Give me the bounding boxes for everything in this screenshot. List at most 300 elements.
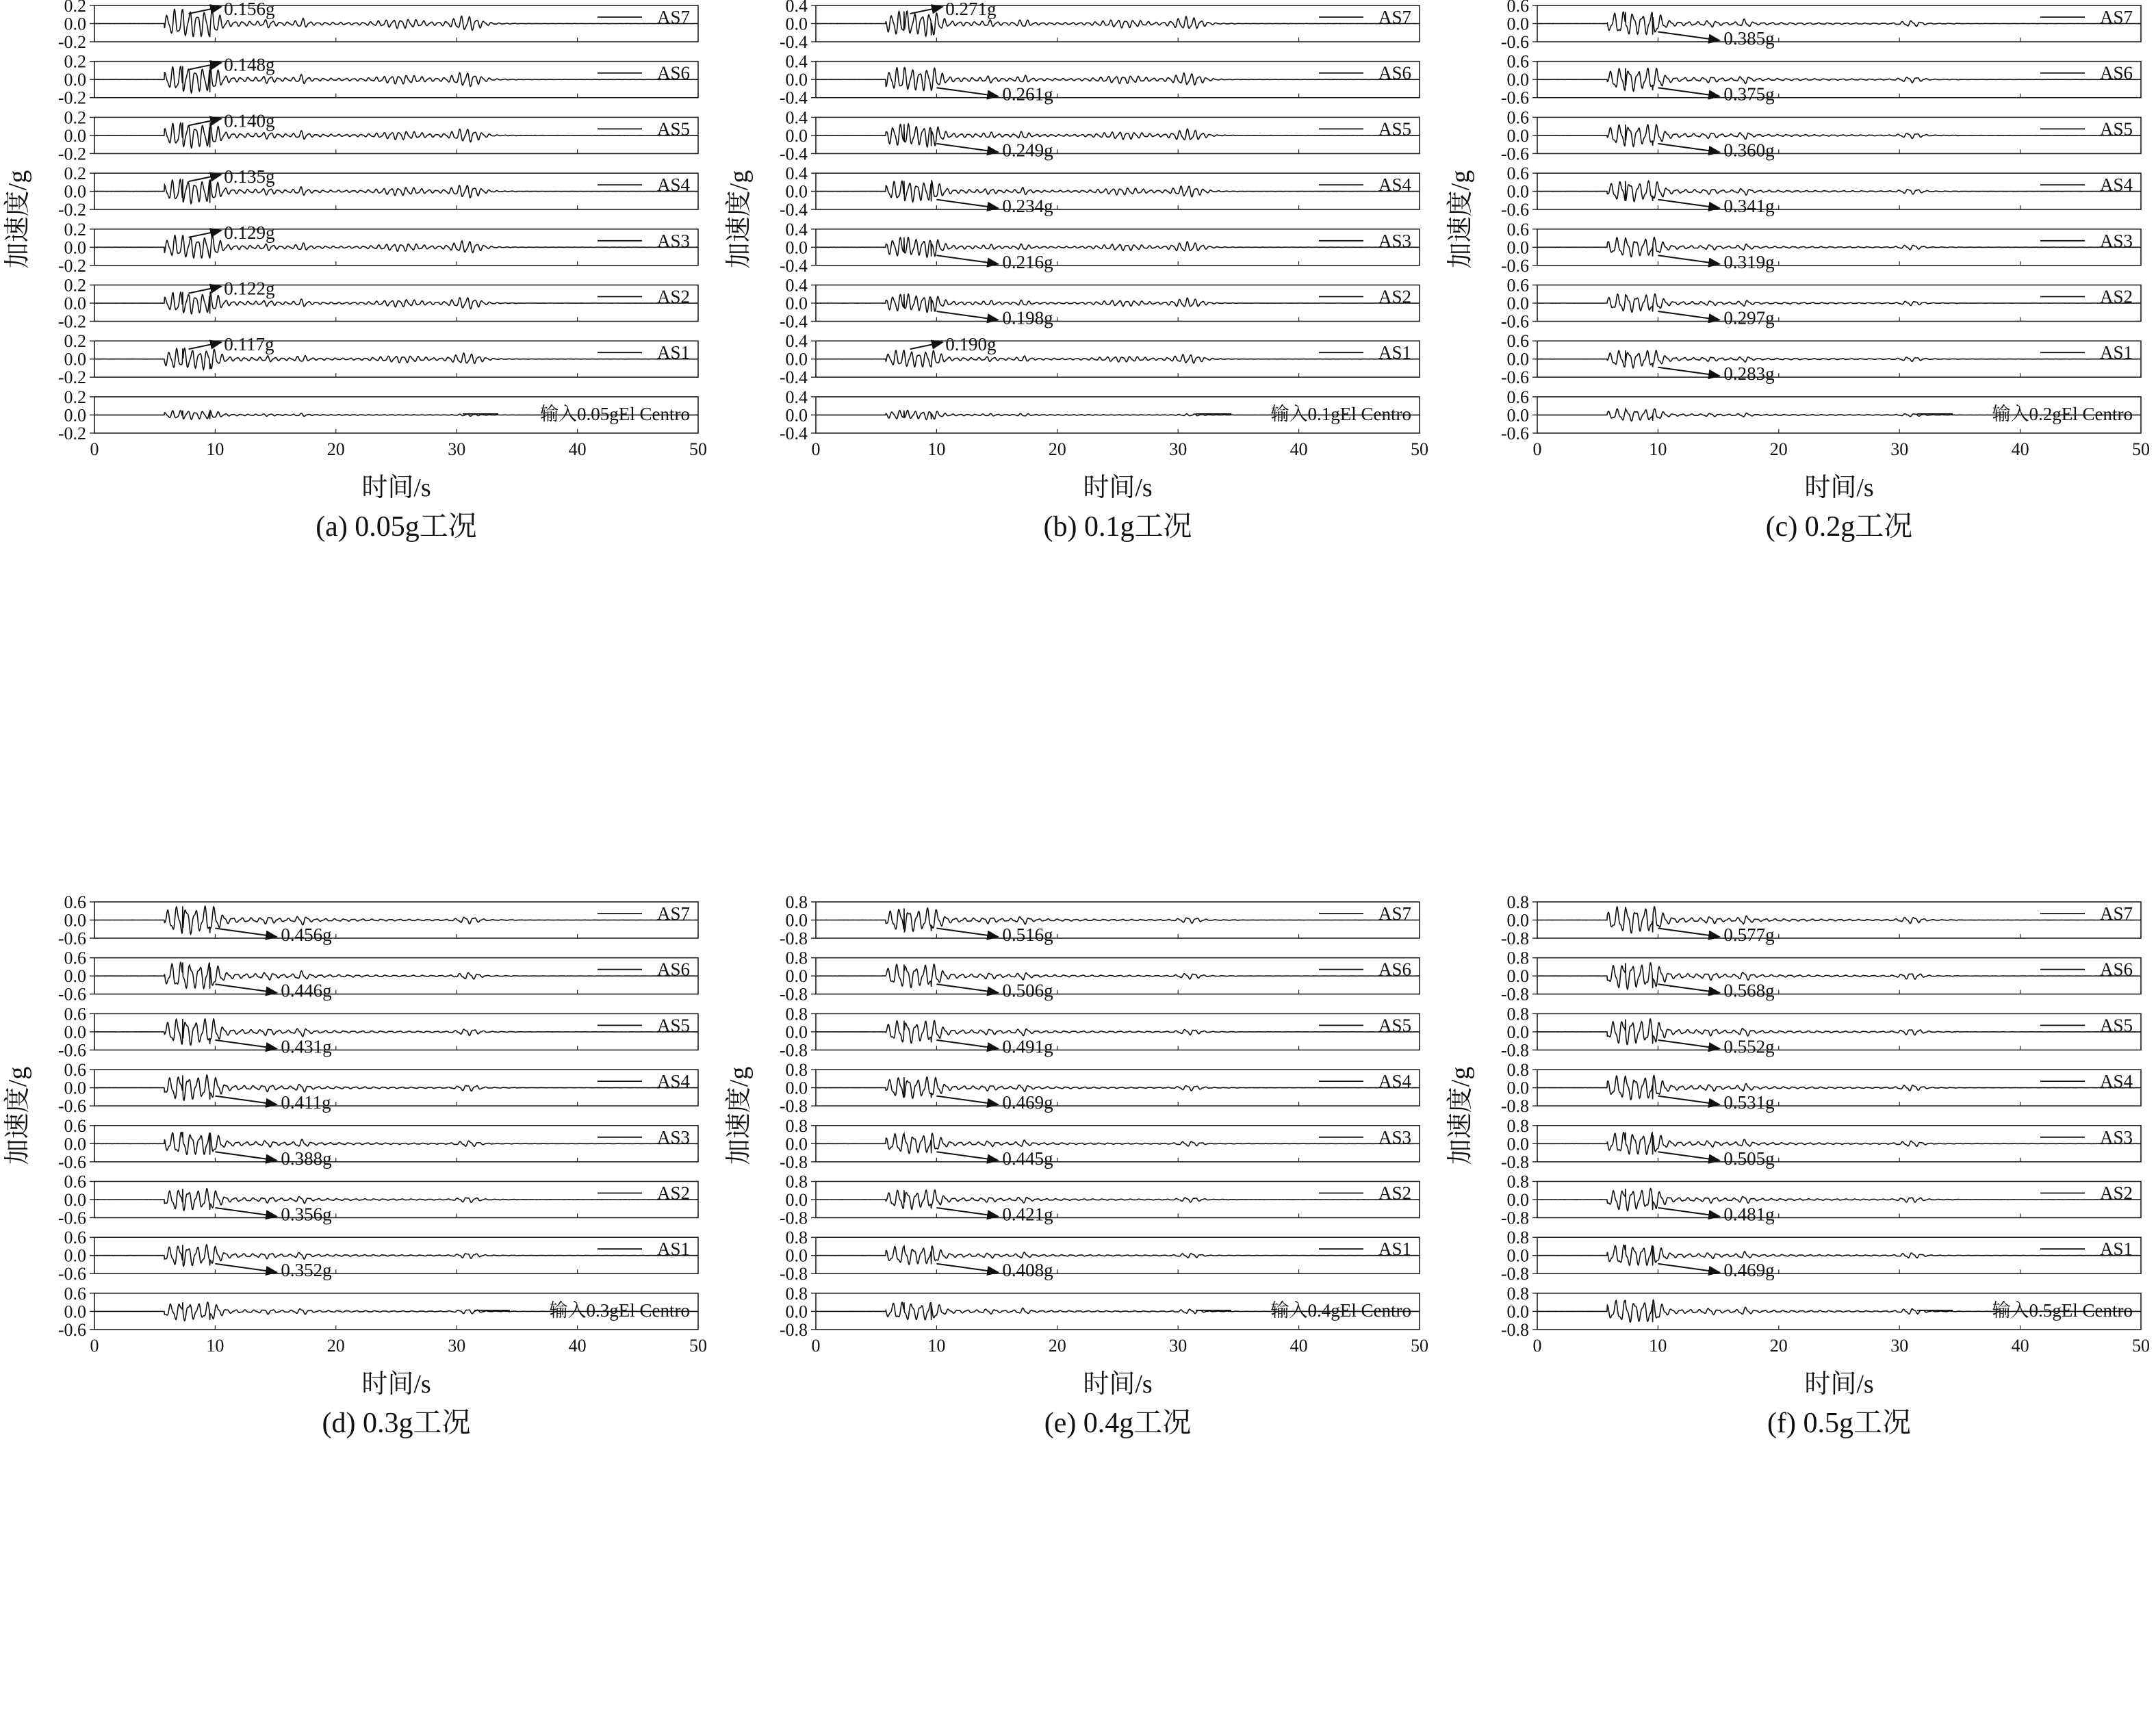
subplot-as3 <box>58 1116 698 1172</box>
y-tick-label: 0.6 <box>1506 51 1529 72</box>
peak-arrow <box>936 144 998 153</box>
y-tick-label: -0.6 <box>1500 144 1529 164</box>
peak-arrow <box>936 200 998 209</box>
y-tick-label: -0.6 <box>57 1319 86 1340</box>
y-tick-label: -0.4 <box>779 311 808 332</box>
acceleration-trace-as1 <box>1537 1245 2141 1265</box>
y-tick-label: -0.2 <box>57 200 86 220</box>
y-tick-label: 0.8 <box>1506 1115 1529 1136</box>
acceleration-trace-as2 <box>94 1189 698 1211</box>
acceleration-trace-as6 <box>816 964 1420 987</box>
peak-arrow <box>1658 255 1719 264</box>
subplot-as7 <box>58 892 698 948</box>
subplot-as1 <box>58 331 698 387</box>
y-tick-label: 0.0 <box>64 1022 86 1042</box>
y-tick-label: 0.0 <box>1506 1302 1529 1322</box>
legend-label-as4: AS4 <box>656 1071 690 1092</box>
y-tick-label: -0.8 <box>1500 984 1529 1005</box>
x-axis-title: 时间/s <box>1083 473 1153 502</box>
subplot-as1 <box>58 1228 698 1284</box>
acceleration-trace-as1 <box>94 348 698 370</box>
y-tick-label: -0.8 <box>1500 1208 1529 1228</box>
legend-label-as4: AS4 <box>2099 174 2133 196</box>
y-tick-label: 0.0 <box>785 237 808 258</box>
y-tick-label: -0.8 <box>779 1264 808 1284</box>
legend-label-as2: AS2 <box>1378 1182 1411 1204</box>
peak-label-as2: 0.421g <box>1002 1204 1053 1225</box>
x-tick-label: 20 <box>1048 1335 1066 1356</box>
y-axis-title: 加速度/g <box>3 170 32 269</box>
y-tick-label: 0.6 <box>64 1228 86 1248</box>
peak-label-as1: 0.283g <box>1723 363 1775 385</box>
x-tick-label: 50 <box>2132 439 2150 459</box>
peak-label-as1: 0.352g <box>281 1260 332 1281</box>
y-tick-label: 0.6 <box>1506 0 1529 16</box>
subplot-as5 <box>1501 107 2141 164</box>
y-tick-label: 0.0 <box>64 1190 86 1210</box>
peak-label-as3: 0.216g <box>1002 251 1053 272</box>
x-tick-label: 30 <box>448 439 466 459</box>
y-axis-title: 加速度/g <box>725 170 754 269</box>
peak-arrow <box>215 1152 277 1161</box>
peak-label-as6: 0.568g <box>1723 980 1775 1001</box>
y-tick-label: 0.0 <box>785 14 808 34</box>
legend-label-as7: AS7 <box>656 903 690 924</box>
y-tick-label: 0.8 <box>1506 1060 1529 1080</box>
subplot-as6 <box>1501 52 2141 108</box>
x-tick-label: 10 <box>206 439 224 459</box>
y-tick-label: 0.2 <box>64 387 86 407</box>
y-tick-label: 0.0 <box>1506 910 1529 931</box>
x-axis-title: 时间/s <box>361 1369 431 1399</box>
y-tick-label: 0.8 <box>785 892 808 912</box>
peak-arrow <box>910 7 943 14</box>
subplot-as7 <box>58 0 698 52</box>
y-tick-label: 0.8 <box>785 1115 808 1136</box>
subplot-input <box>58 1284 707 1356</box>
panel-caption: (c) 0.2g工况 <box>1765 510 1913 543</box>
peak-label-as4: 0.341g <box>1723 196 1775 217</box>
legend-label-as4: AS4 <box>1378 1071 1411 1092</box>
y-tick-label: 0.0 <box>785 70 808 90</box>
y-tick-label: 0.0 <box>64 1078 86 1098</box>
y-tick-label: 0.0 <box>64 349 86 370</box>
x-tick-label: 40 <box>568 439 587 459</box>
x-tick-label: 40 <box>568 1335 587 1356</box>
acceleration-trace-as4 <box>1537 181 2141 201</box>
y-tick-label: 0.6 <box>1506 164 1529 184</box>
acceleration-trace-as7 <box>1537 907 2141 933</box>
y-axis-title: 加速度/g <box>725 1066 754 1165</box>
subplot-as4 <box>58 164 698 220</box>
x-tick-label: 20 <box>326 439 345 459</box>
peak-label-as3: 0.129g <box>224 222 275 243</box>
subplot-as7 <box>1501 0 2141 52</box>
y-tick-label: -0.6 <box>57 1152 86 1172</box>
peak-arrow <box>189 342 222 349</box>
legend-label-as7: AS7 <box>1378 903 1411 924</box>
y-tick-label: 0.2 <box>64 275 86 296</box>
y-tick-label: 0.6 <box>64 892 86 912</box>
x-tick-label: 0 <box>1532 1335 1542 1356</box>
y-tick-label: 0.0 <box>1506 966 1529 987</box>
y-tick-label: -0.8 <box>1500 1096 1529 1117</box>
peak-arrow <box>936 1040 998 1049</box>
legend-label-as4: AS4 <box>656 174 690 196</box>
legend-label-as7: AS7 <box>2099 903 2133 924</box>
peak-label-as7: 0.516g <box>1002 924 1053 945</box>
acceleration-trace-as2 <box>94 292 698 314</box>
peak-arrow <box>1658 984 1719 993</box>
subplot-as6 <box>58 52 698 108</box>
y-tick-label: 0.0 <box>1506 405 1529 426</box>
peak-label-as6: 0.446g <box>281 980 332 1001</box>
peak-arrow <box>936 255 998 264</box>
peak-label-as5: 0.249g <box>1002 140 1053 161</box>
acceleration-trace-as4 <box>1537 1076 2141 1100</box>
y-tick-label: -0.2 <box>57 32 86 52</box>
peak-label-as6: 0.506g <box>1002 980 1053 1001</box>
x-tick-label: 30 <box>1890 1335 1909 1356</box>
subplot-input <box>1501 387 2150 459</box>
x-tick-label: 50 <box>1411 439 1428 459</box>
peak-label-as7: 0.385g <box>1723 28 1775 49</box>
legend-label-as1: AS1 <box>2099 342 2133 363</box>
y-tick-label: -0.6 <box>1500 88 1529 108</box>
peak-label-as3: 0.319g <box>1723 251 1775 272</box>
y-tick-label: -0.8 <box>1500 929 1529 948</box>
peak-arrow <box>936 88 998 96</box>
legend-label-as5: AS5 <box>656 118 690 140</box>
y-tick-label: -0.6 <box>57 1264 86 1284</box>
x-tick-label: 50 <box>1411 1335 1428 1356</box>
peak-label-as3: 0.505g <box>1723 1148 1775 1169</box>
peak-arrow <box>189 63 222 70</box>
y-tick-label: -0.6 <box>57 1040 86 1061</box>
chart-panel-e <box>725 892 1428 1439</box>
y-tick-label: 0.4 <box>785 219 808 240</box>
y-tick-label: 0.2 <box>64 219 86 240</box>
y-tick-label: 0.2 <box>64 51 86 72</box>
acceleration-trace-as6 <box>1537 68 2141 92</box>
y-tick-label: 0.0 <box>64 181 86 202</box>
peak-label-as2: 0.198g <box>1002 307 1053 328</box>
peak-arrow <box>1658 929 1719 937</box>
y-tick-label: -0.2 <box>57 423 86 443</box>
x-tick-label: 30 <box>1169 439 1188 459</box>
acceleration-trace-as7 <box>1537 12 2141 35</box>
y-tick-label: -0.4 <box>779 367 808 388</box>
subplot-as2 <box>780 1172 1420 1228</box>
x-tick-label: 20 <box>1769 1335 1788 1356</box>
y-tick-label: 0.4 <box>785 51 808 72</box>
y-tick-label: -0.4 <box>779 144 808 164</box>
peak-arrow <box>1658 200 1719 209</box>
subplot-as5 <box>1501 1004 2141 1060</box>
y-tick-label: 0.0 <box>1506 1134 1529 1154</box>
y-tick-label: 0.0 <box>64 405 86 426</box>
acceleration-trace-as5 <box>1537 1019 2141 1045</box>
y-tick-label: 0.0 <box>1506 70 1529 90</box>
y-tick-label: 0.2 <box>64 0 86 16</box>
y-tick-label: -0.6 <box>1500 255 1529 276</box>
y-tick-label: 0.8 <box>785 948 808 968</box>
peak-arrow <box>1658 1208 1719 1217</box>
y-tick-label: -0.6 <box>1500 311 1529 332</box>
peak-arrow <box>936 1152 998 1161</box>
legend-label-input: 输入0.05gEl Centro <box>540 403 690 424</box>
peak-arrow <box>215 1264 277 1273</box>
y-tick-label: 0.0 <box>64 14 86 34</box>
subplot-as3 <box>1501 1116 2141 1172</box>
y-tick-label: 0.0 <box>64 70 86 90</box>
peak-label-as6: 0.148g <box>224 54 275 75</box>
y-tick-label: -0.6 <box>57 1208 86 1228</box>
acceleration-trace-as5 <box>816 124 1420 147</box>
y-tick-label: -0.4 <box>779 32 808 52</box>
peak-label-as2: 0.122g <box>224 278 275 299</box>
subplot-input <box>1501 1284 2150 1356</box>
peak-label-as7: 0.456g <box>281 924 332 945</box>
y-tick-label: 0.8 <box>1506 1172 1529 1192</box>
peak-label-as1: 0.190g <box>945 334 997 355</box>
legend-label-as7: AS7 <box>1378 7 1411 27</box>
legend-label-as5: AS5 <box>2099 118 2133 140</box>
y-tick-label: -0.8 <box>779 1152 808 1172</box>
panel-caption: (d) 0.3g工况 <box>322 1407 471 1439</box>
legend-label-as6: AS6 <box>2099 62 2133 83</box>
y-tick-label: 0.8 <box>1506 948 1529 968</box>
acceleration-trace-as5 <box>94 122 698 148</box>
subplot-as3 <box>1501 220 2141 276</box>
x-tick-label: 20 <box>326 1335 345 1356</box>
subplot-as2 <box>58 276 698 332</box>
y-tick-label: -0.2 <box>57 311 86 332</box>
y-tick-label: 0.0 <box>64 966 86 987</box>
y-tick-label: 0.0 <box>64 910 86 931</box>
subplot-as1 <box>780 1228 1420 1284</box>
x-tick-label: 40 <box>2011 1335 2029 1356</box>
peak-label-as5: 0.491g <box>1002 1036 1053 1057</box>
legend-label-as1: AS1 <box>1378 342 1411 363</box>
peak-arrow <box>1658 32 1719 41</box>
y-tick-label: 0.0 <box>1506 1078 1529 1098</box>
subplot-as4 <box>780 1060 1420 1116</box>
peak-arrow <box>936 984 998 993</box>
peak-label-as5: 0.431g <box>281 1036 332 1057</box>
subplot-as6 <box>1501 948 2141 1005</box>
y-tick-label: 0.0 <box>785 1078 808 1098</box>
acceleration-trace-as2 <box>1537 1189 2141 1211</box>
x-tick-label: 10 <box>927 439 946 459</box>
peak-arrow <box>189 231 222 237</box>
legend-label-as3: AS3 <box>656 230 690 251</box>
legend-label-as2: AS2 <box>656 1182 690 1204</box>
legend-label-as7: AS7 <box>2099 7 2133 27</box>
panel-caption: (f) 0.5g工况 <box>1767 1407 1911 1439</box>
y-tick-label: 0.8 <box>785 1228 808 1248</box>
subplot-as2 <box>1501 276 2141 332</box>
y-tick-label: -0.2 <box>57 144 86 164</box>
chart-panel-a <box>3 0 707 543</box>
legend-label-as2: AS2 <box>2099 286 2133 307</box>
subplot-as6 <box>780 52 1420 108</box>
y-tick-label: 0.8 <box>1506 1228 1529 1248</box>
x-axis-title: 时间/s <box>361 473 431 502</box>
y-tick-label: -0.4 <box>779 88 808 108</box>
y-tick-label: -0.8 <box>779 1040 808 1061</box>
legend-label-input: 输入0.1gEl Centro <box>1270 403 1411 424</box>
peak-arrow <box>1658 1152 1719 1161</box>
subplot-as5 <box>58 107 698 164</box>
y-tick-label: 0.8 <box>1506 892 1529 912</box>
chart-panel-c <box>1446 0 2150 543</box>
y-tick-label: 0.0 <box>785 1302 808 1322</box>
subplot-as5 <box>780 107 1420 164</box>
chart-panel-b <box>725 0 1428 543</box>
x-tick-label: 10 <box>206 1335 224 1356</box>
y-axis-title: 加速度/g <box>1446 1066 1475 1165</box>
x-tick-label: 10 <box>927 1335 946 1356</box>
y-tick-label: -0.6 <box>57 1096 86 1117</box>
legend-label-input: 输入0.2gEl Centro <box>1992 403 2133 424</box>
y-tick-label: -0.2 <box>57 255 86 276</box>
y-tick-label: 0.2 <box>64 164 86 184</box>
legend-label-as5: AS5 <box>1378 118 1411 140</box>
y-tick-label: 0.6 <box>1506 107 1529 128</box>
peak-arrow <box>1658 144 1719 153</box>
subplot-as4 <box>780 164 1420 220</box>
y-tick-label: 0.0 <box>1506 1190 1529 1210</box>
x-axis-title: 时间/s <box>1083 1369 1153 1399</box>
peak-arrow <box>936 929 998 937</box>
peak-arrow <box>1658 88 1719 96</box>
peak-label-as5: 0.552g <box>1723 1036 1775 1057</box>
y-tick-label: 0.0 <box>785 294 808 313</box>
legend-label-as1: AS1 <box>1378 1239 1411 1260</box>
peak-arrow <box>215 984 277 993</box>
legend-label-as5: AS5 <box>2099 1015 2133 1036</box>
legend-label-input: 输入0.3gEl Centro <box>549 1299 690 1321</box>
y-tick-label: 0.0 <box>785 1134 808 1154</box>
acceleration-trace-as6 <box>94 66 698 93</box>
peak-arrow <box>1658 1264 1719 1273</box>
x-tick-label: 20 <box>1769 439 1788 459</box>
y-tick-label: -0.8 <box>779 1208 808 1228</box>
legend-label-as5: AS5 <box>1378 1015 1411 1036</box>
acceleration-trace-as6 <box>816 68 1420 91</box>
y-tick-label: 0.8 <box>785 1060 808 1080</box>
chart-panel-f <box>1446 892 2150 1439</box>
x-tick-label: 50 <box>689 439 707 459</box>
y-tick-label: 0.4 <box>785 331 808 352</box>
y-tick-label: 0.0 <box>64 1245 86 1266</box>
y-tick-label: 0.8 <box>785 1172 808 1192</box>
peak-arrow <box>189 118 222 125</box>
subplot-as7 <box>1501 892 2141 948</box>
acceleration-trace-as5 <box>1537 125 2141 146</box>
legend-label-as5: AS5 <box>656 1015 690 1036</box>
x-tick-label: 30 <box>448 1335 466 1356</box>
peak-label-as2: 0.356g <box>281 1204 332 1225</box>
y-tick-label: 0.2 <box>64 107 86 128</box>
acceleration-trace-as3 <box>94 1132 698 1154</box>
x-tick-label: 40 <box>1289 439 1308 459</box>
peak-label-as6: 0.375g <box>1723 83 1775 105</box>
y-tick-label: 0.6 <box>64 1004 86 1024</box>
legend-label-as3: AS3 <box>2099 1126 2133 1148</box>
acceleration-trace-as4 <box>816 181 1420 202</box>
subplot-as6 <box>58 948 698 1005</box>
legend-label-as3: AS3 <box>2099 230 2133 251</box>
peak-label-as5: 0.360g <box>1723 140 1775 161</box>
acceleration-trace-as4 <box>94 179 698 204</box>
legend-label-as6: AS6 <box>656 62 690 83</box>
subplot-as5 <box>780 1004 1420 1060</box>
peak-arrow <box>189 287 222 294</box>
y-tick-label: 0.0 <box>785 1190 808 1210</box>
peak-label-as7: 0.577g <box>1723 924 1775 945</box>
y-tick-label: 0.0 <box>64 237 86 258</box>
y-tick-label: 0.0 <box>785 405 808 426</box>
y-tick-label: -0.8 <box>1500 1264 1529 1284</box>
legend-label-as6: AS6 <box>1378 959 1411 980</box>
acceleration-trace-as6 <box>1537 963 2141 989</box>
y-tick-label: 0.2 <box>64 331 86 352</box>
acceleration-trace-as5 <box>94 1019 698 1045</box>
legend-label-as2: AS2 <box>656 286 690 307</box>
subplot-input <box>780 1284 1428 1356</box>
legend-label-input: 输入0.5gEl Centro <box>1992 1299 2133 1321</box>
panel-caption: (b) 0.1g工况 <box>1043 510 1192 543</box>
peak-label-as2: 0.481g <box>1723 1204 1775 1225</box>
legend-label-as6: AS6 <box>656 959 690 980</box>
subplot-as4 <box>1501 164 2141 220</box>
subplot-as3 <box>780 1116 1420 1172</box>
acceleration-trace-as5 <box>816 1020 1420 1043</box>
x-tick-label: 0 <box>1532 439 1542 459</box>
peak-label-as5: 0.140g <box>224 110 275 131</box>
peak-arrow <box>215 1208 277 1217</box>
peak-arrow <box>910 342 943 349</box>
x-axis-title: 时间/s <box>1804 473 1874 502</box>
subplot-as2 <box>780 276 1420 332</box>
peak-arrow <box>215 1096 277 1105</box>
peak-arrow <box>936 1264 998 1273</box>
subplot-as1 <box>780 331 1420 387</box>
acceleration-trace-as6 <box>94 962 698 989</box>
peak-arrow <box>936 311 998 320</box>
legend-label-as1: AS1 <box>656 342 690 363</box>
x-tick-label: 40 <box>1289 1335 1308 1356</box>
y-tick-label: -0.6 <box>1500 367 1529 388</box>
y-tick-label: 0.4 <box>785 275 808 296</box>
y-axis-title: 加速度/g <box>1446 170 1475 269</box>
subplot-as3 <box>58 220 698 276</box>
y-tick-label: 0.0 <box>64 294 86 313</box>
y-tick-label: -0.6 <box>1500 423 1529 443</box>
peak-label-as7: 0.156g <box>224 0 275 19</box>
peak-arrow <box>1658 1096 1719 1105</box>
y-tick-label: 0.0 <box>64 125 86 146</box>
legend-label-as3: AS3 <box>1378 1126 1411 1148</box>
y-tick-label: 0.0 <box>1506 349 1529 370</box>
peak-label-as1: 0.408g <box>1002 1260 1053 1281</box>
peak-arrow <box>1658 367 1719 376</box>
subplot-as4 <box>58 1060 698 1116</box>
peak-arrow <box>936 1208 998 1217</box>
subplot-as3 <box>780 220 1420 276</box>
